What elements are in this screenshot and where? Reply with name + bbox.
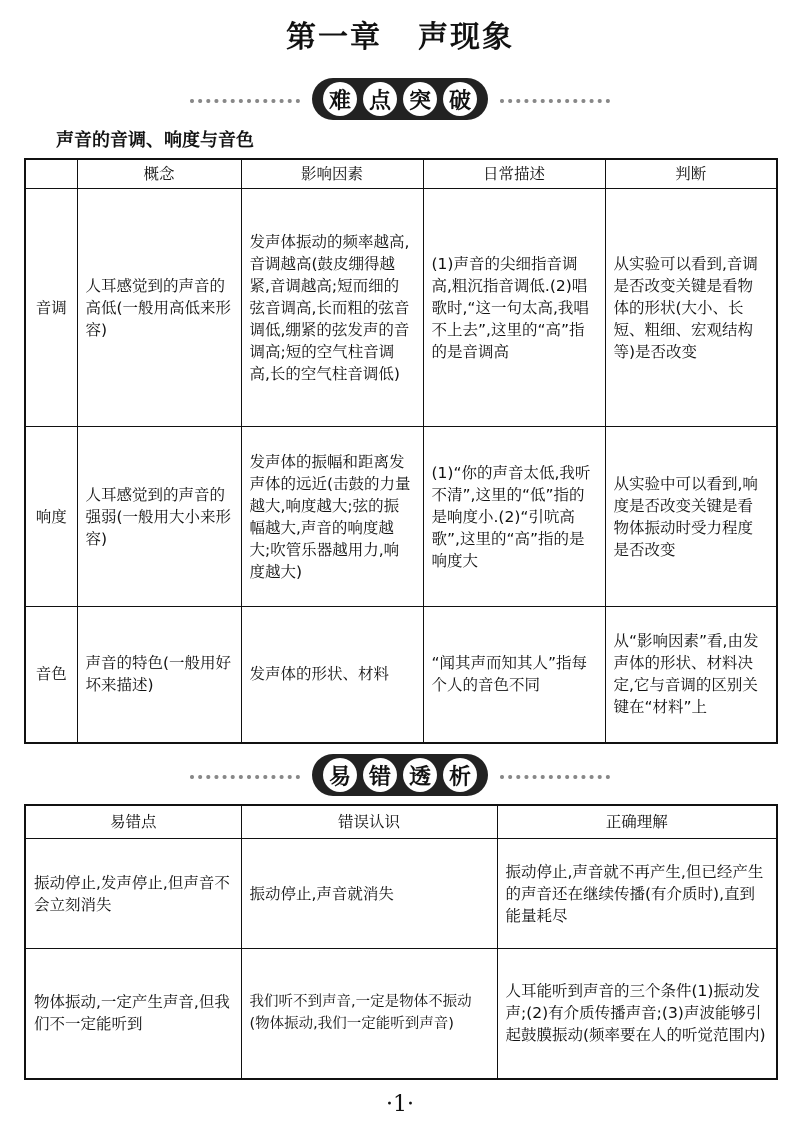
description-cell: (1)“你的声音太低,我听不清”,这里的“低”指的是响度小.(2)“引吭高歌”,这里的“高”指的是响度大 [423,427,605,607]
common-mistakes-table [24,804,778,1080]
table-row [25,607,777,743]
decorative-dots-left [190,775,300,785]
description-cell: (1)声音的尖细指音调高,粗沉指音调低.(2)唱歌时,“这一句太高,我唱不上去”,这里的“高”指的是音调高 [423,189,605,427]
header-cell [25,159,77,189]
decorative-dots-left [190,99,300,109]
wrong-understanding-cell: 振动停止,声音就消失 [241,839,497,949]
header-cell: 概念 [77,159,241,189]
chapter-name: 声现象 [418,20,514,55]
table-row [25,427,777,607]
banner-char: 突 [403,82,437,116]
row-label: 音色 [25,607,77,743]
concept-cell: 人耳感觉到的声音的强弱(一般用大小来形容) [77,427,241,607]
factors-cell: 发声体振动的频率越高,音调越高(鼓皮绷得越紧,音调越高;短而细的弦音调高,长而粗的弦音调低,绷紧的弦发声的音调高;短的空气柱音调高,长的空气柱音调低) [241,189,423,427]
judgment-cell: 从“影响因素”看,由发声体的形状、材料决定,它与音调的区别关键在“材料”上 [605,607,777,743]
banner-pill [312,78,488,120]
factors-cell: 发声体的振幅和距离发声体的远近(击鼓的力量越大,响度越大;弦的振幅越大,声音的响度越大;吹管乐器越用力,响度越大) [241,427,423,607]
header-cell: 判断 [605,159,777,189]
correct-understanding-cell: 人耳能听到声音的三个条件(1)振动发声;(2)有介质传播声音;(3)声波能够引起鼓膜振动(频率要在人的听觉范围内) [497,949,777,1079]
page-number: ·1· [386,1092,414,1117]
mistake-point-cell: 物体振动,一定产生声音,但我们不一定能听到 [25,949,241,1079]
header-cell: 日常描述 [423,159,605,189]
row-label: 响度 [25,427,77,607]
decorative-dots-right [500,99,610,109]
banner-char: 透 [403,758,437,792]
header-cell: 影响因素 [241,159,423,189]
banner-char: 点 [363,82,397,116]
wrong-understanding-cell: 我们听不到声音,一定是物体不振动(物体振动,我们一定能听到声音) [241,949,497,1079]
banner-char: 析 [443,758,477,792]
banner-char: 易 [323,758,357,792]
table-header-row [25,805,777,839]
sound-properties-table [24,158,778,744]
chapter-title [0,12,800,56]
table-row [25,189,777,427]
header-cell: 易错点 [25,805,241,839]
decorative-dots-right [500,775,610,785]
section-title: 声音的音调、响度与音色 [56,130,254,151]
judgment-cell: 从实验可以看到,音调是否改变关键是看物体的形状(大小、长短、粗细、宏观结构等)是否改变 [605,189,777,427]
judgment-cell: 从实验中可以看到,响度是否改变关键是看物体振动时受力程度是否改变 [605,427,777,607]
factors-cell: 发声体的形状、材料 [241,607,423,743]
concept-cell: 人耳感觉到的声音的高低(一般用高低来形容) [77,189,241,427]
banner-pill [312,754,488,796]
header-cell: 正确理解 [497,805,777,839]
banner-char: 难 [323,82,357,116]
correct-understanding-cell: 振动停止,声音就不再产生,但已经产生的声音还在继续传播(有介质时),直到能量耗尽 [497,839,777,949]
banner-common-mistakes [0,754,800,798]
banner-char: 错 [363,758,397,792]
banner-char: 破 [443,82,477,116]
mistake-point-cell: 振动停止,发声停止,但声音不会立刻消失 [25,839,241,949]
banner-difficult-points [0,78,800,122]
chapter-number: 第一章 [286,20,382,55]
table-row [25,949,777,1079]
header-cell: 错误认识 [241,805,497,839]
table-header-row [25,159,777,189]
concept-cell: 声音的特色(一般用好坏来描述) [77,607,241,743]
table-row [25,839,777,949]
row-label: 音调 [25,189,77,427]
description-cell: “闻其声而知其人”指每个人的音色不同 [423,607,605,743]
